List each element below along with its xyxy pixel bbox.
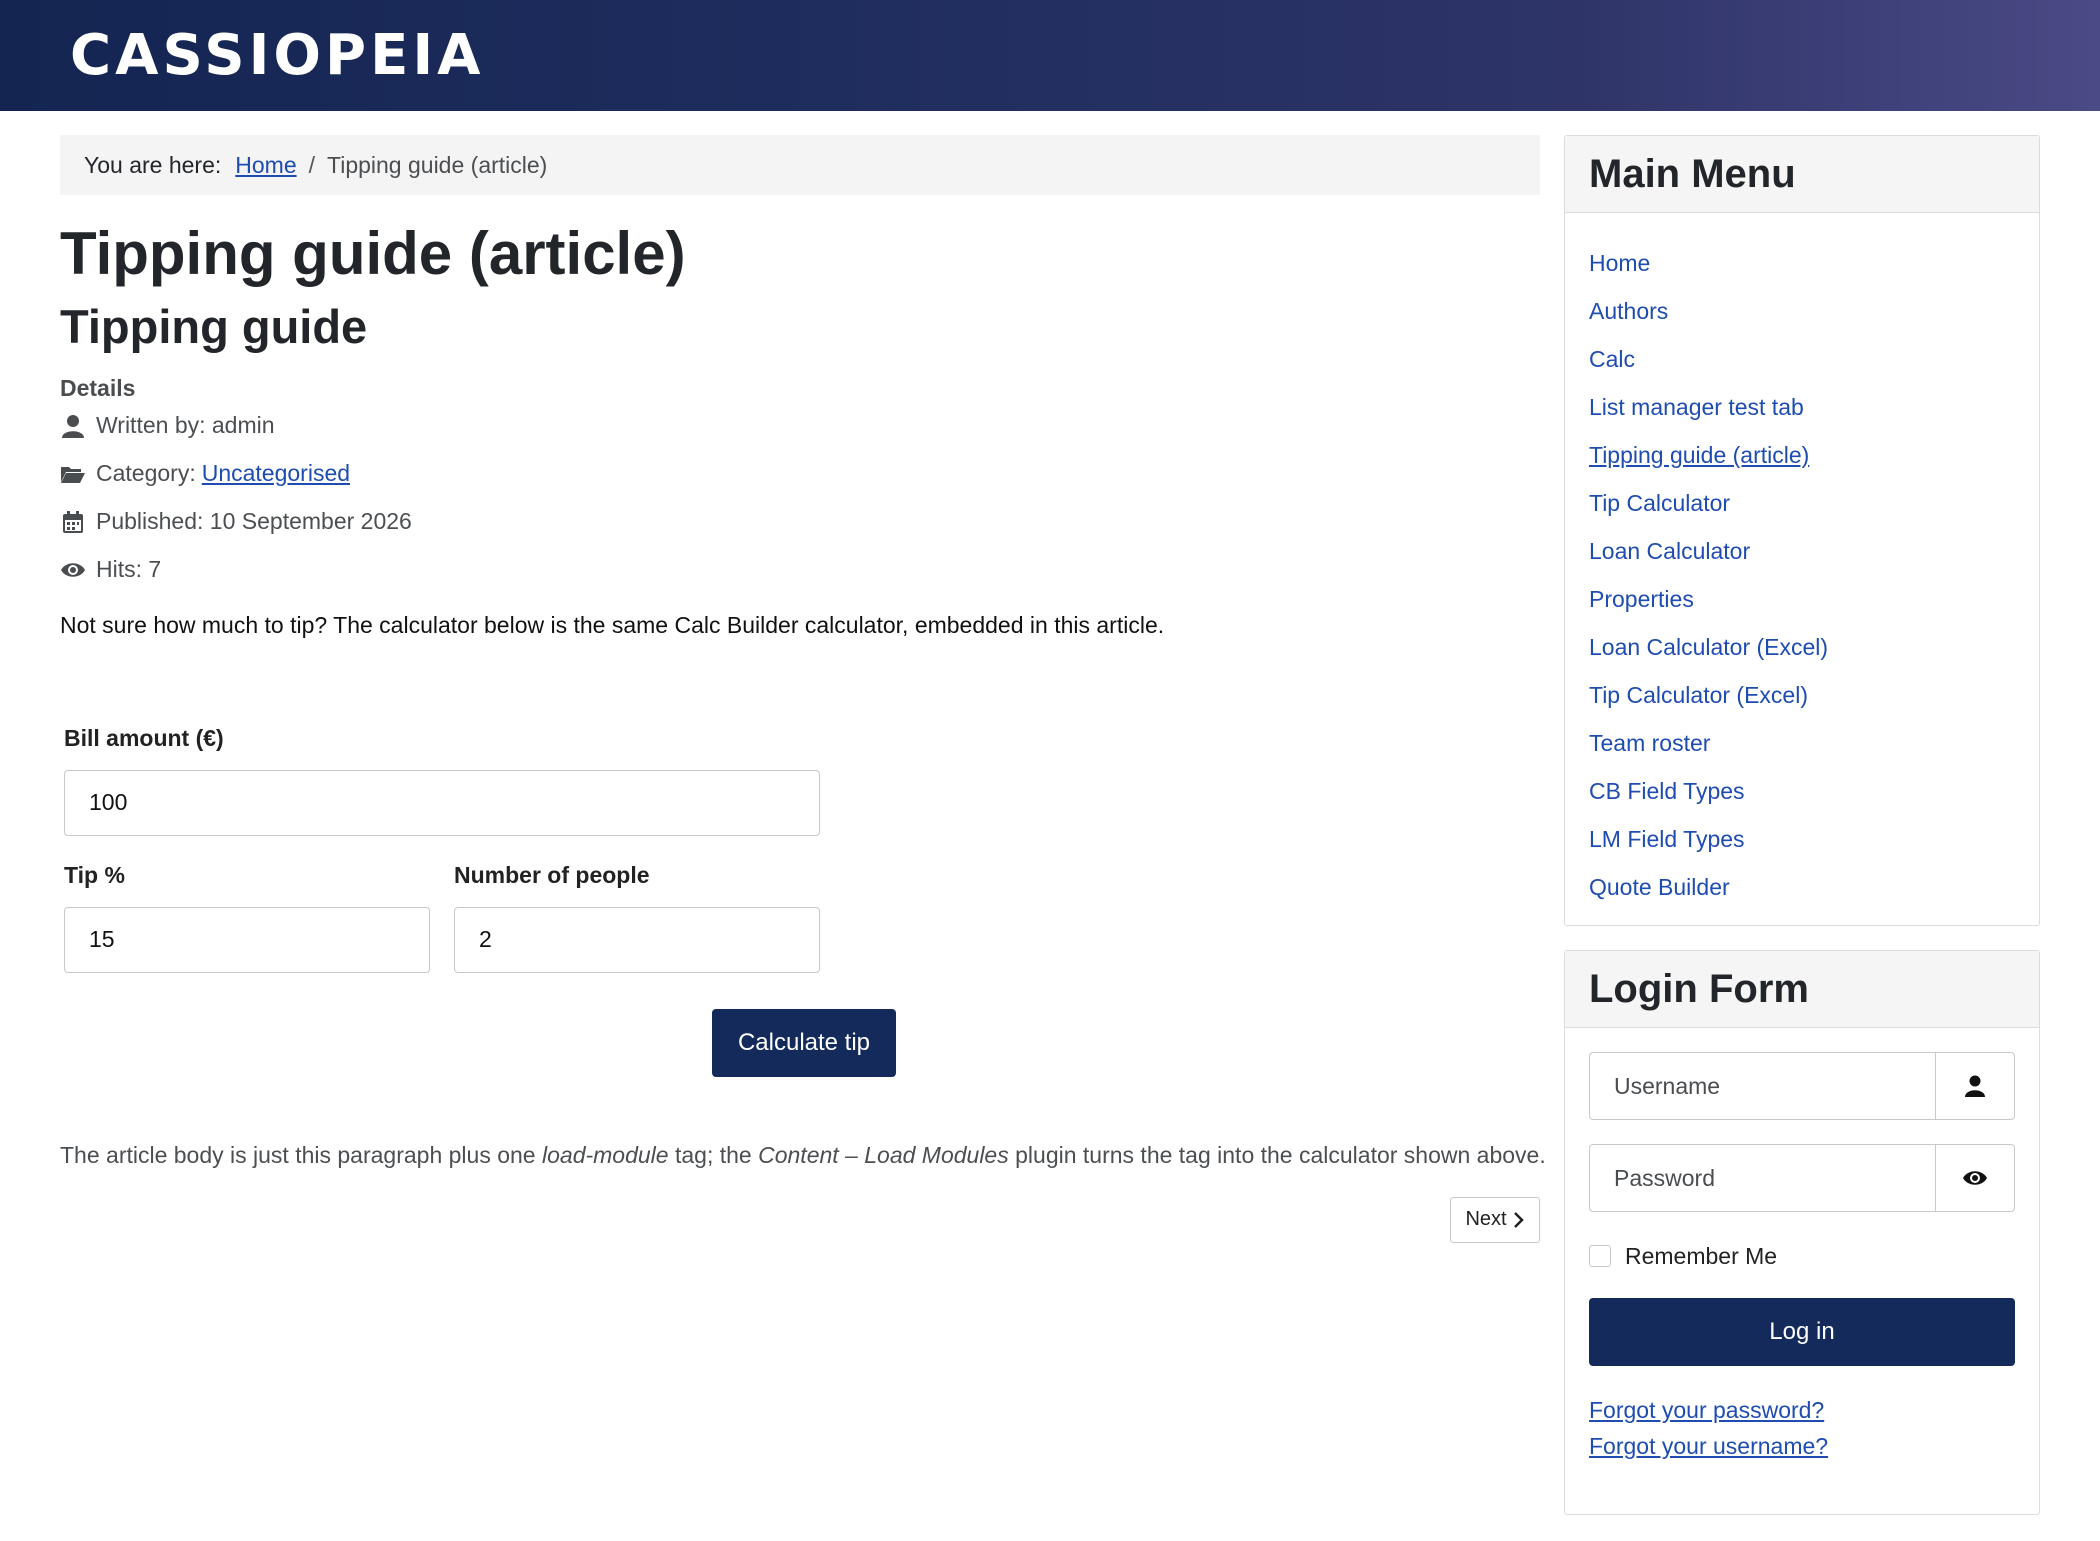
- menu-item-authors[interactable]: Authors: [1589, 297, 1669, 324]
- menu-item-tipping-guide-article[interactable]: Tipping guide (article): [1589, 441, 1810, 468]
- article-author: [60, 402, 1540, 450]
- outro-emphasis-2: Content – Load Modules: [758, 1141, 1009, 1168]
- outro-text-2: tag; the: [668, 1141, 759, 1168]
- people-count-input[interactable]: 2: [454, 907, 820, 973]
- main-menu-title: Main Menu: [1565, 136, 2039, 213]
- next-label: Next: [1465, 1208, 1507, 1231]
- forgot-password-link[interactable]: Forgot your password?: [1589, 1397, 1825, 1423]
- people-count-label: Number of people: [454, 861, 650, 888]
- menu-item-quote-builder[interactable]: Quote Builder: [1589, 873, 1730, 900]
- remember-me-checkbox[interactable]: [1589, 1245, 1611, 1267]
- password-input[interactable]: Password: [1614, 1164, 1715, 1191]
- breadcrumb: [60, 135, 1540, 195]
- remember-me-row: [1589, 1236, 2015, 1276]
- intro-paragraph: Not sure how much to tip? The calculator below is the same Calc Builder calculator, embedded in this article.: [60, 611, 1165, 638]
- site-brand[interactable]: CASSIOPEIA: [70, 23, 485, 88]
- username-group: [1589, 1052, 2015, 1120]
- username-input[interactable]: Username: [1614, 1072, 1721, 1099]
- next-article-button[interactable]: [1450, 1197, 1540, 1243]
- category-link[interactable]: Uncategorised: [201, 460, 351, 487]
- bill-amount-input[interactable]: 100: [64, 770, 820, 836]
- calendar-icon: [60, 509, 86, 535]
- sidebar: [1564, 135, 2040, 1539]
- chevron-right-icon: [1513, 1211, 1525, 1229]
- article-published: [60, 498, 1540, 546]
- menu-item-cb-field-types[interactable]: CB Field Types: [1589, 777, 1745, 804]
- forgot-username-link[interactable]: Forgot your username?: [1589, 1433, 1829, 1459]
- login-form-title: Login Form: [1565, 951, 2039, 1028]
- outro-emphasis-1: load-module: [542, 1141, 669, 1168]
- category-prefix: Category:: [96, 460, 196, 487]
- details-label: Details: [60, 374, 136, 401]
- menu-item-loan-calculator[interactable]: Loan Calculator: [1589, 537, 1751, 564]
- hits-text: Hits: 7: [96, 556, 162, 583]
- menu-item-calc[interactable]: Calc: [1589, 345, 1636, 372]
- outro-text-3: plugin turns the tag into the calculator shown above.: [1008, 1141, 1546, 1168]
- tip-percent-label: Tip %: [64, 861, 125, 888]
- bill-amount-label: Bill amount (€): [64, 724, 224, 751]
- main-content: [60, 135, 1546, 1539]
- breadcrumb-separator: /: [308, 151, 316, 178]
- article-title: Tipping guide: [60, 300, 368, 353]
- breadcrumb-prefix: You are here:: [84, 151, 222, 178]
- remember-me-label[interactable]: Remember Me: [1625, 1242, 1778, 1269]
- menu-item-tip-calculator[interactable]: Tip Calculator: [1589, 489, 1731, 516]
- password-group: [1589, 1144, 2015, 1212]
- menu-item-team-roster[interactable]: Team roster: [1589, 729, 1711, 756]
- breadcrumb-home-link[interactable]: Home: [235, 151, 297, 178]
- menu-item-tip-calculator-excel[interactable]: Tip Calculator (Excel): [1589, 681, 1808, 708]
- menu-item-properties[interactable]: Properties: [1589, 585, 1694, 612]
- calculate-tip-button[interactable]: Calculate tip: [712, 1009, 896, 1077]
- log-in-button[interactable]: Log in: [1589, 1298, 2015, 1366]
- menu-item-loan-calculator-excel[interactable]: Loan Calculator (Excel): [1589, 633, 1829, 660]
- main-menu-list: [1565, 213, 2039, 925]
- breadcrumb-current: Tipping guide (article): [327, 151, 548, 178]
- outro-paragraph: [60, 1137, 1550, 1173]
- user-icon: [1935, 1053, 2014, 1119]
- tip-percent-input[interactable]: 15: [64, 907, 430, 973]
- eye-icon: [60, 557, 86, 583]
- tip-calculator: [60, 724, 871, 1077]
- login-form-card: [1564, 950, 2040, 1515]
- outro-text-1: The article body is just this paragraph plus one: [60, 1141, 542, 1168]
- article-category: [60, 450, 1540, 498]
- article-hits: [60, 546, 1540, 594]
- published-text: Published: 10 September 2026: [96, 508, 412, 535]
- folder-open-icon: [60, 461, 86, 487]
- main-menu-card: [1564, 135, 2040, 926]
- user-icon: [60, 413, 86, 439]
- menu-item-home[interactable]: Home: [1589, 249, 1651, 276]
- site-header: [0, 0, 2100, 111]
- menu-item-list-manager-test-tab[interactable]: List manager test tab: [1589, 393, 1804, 420]
- page-title: Tipping guide (article): [60, 220, 686, 287]
- author-text: Written by: admin: [96, 412, 275, 439]
- menu-item-lm-field-types[interactable]: LM Field Types: [1589, 825, 1745, 852]
- show-password-eye-icon[interactable]: [1935, 1145, 2014, 1211]
